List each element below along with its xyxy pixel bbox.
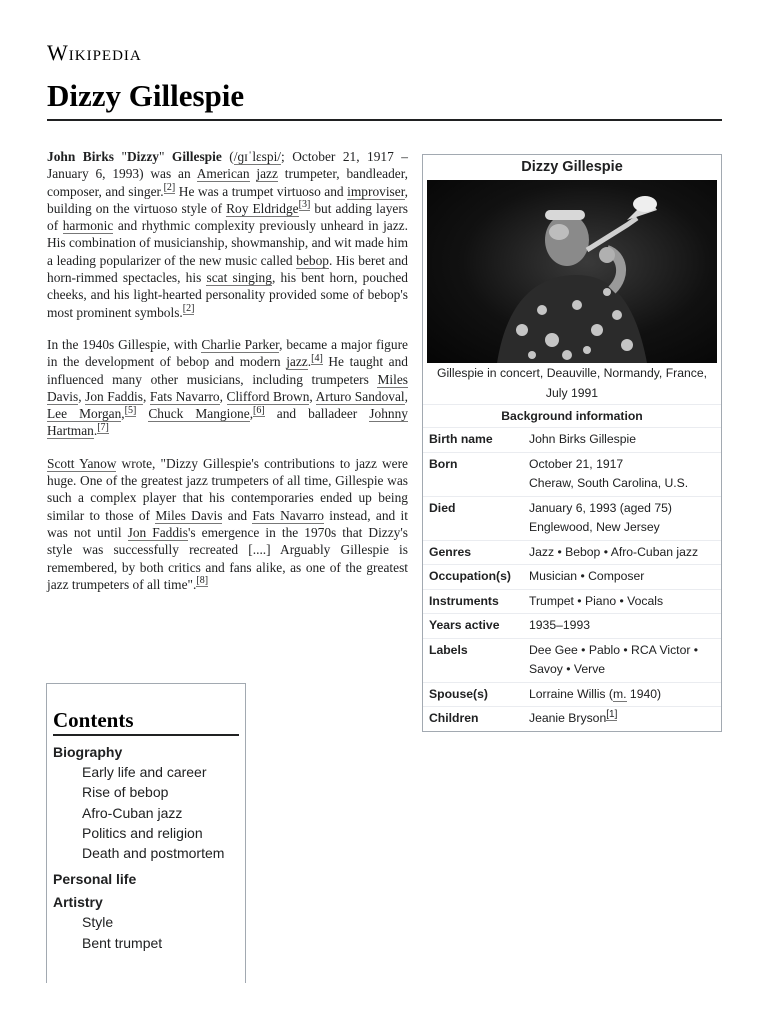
link-lee-morgan[interactable]: Lee Morgan <box>47 406 122 422</box>
toc-item-death-postmortem[interactable]: Death and postmortem <box>82 845 225 862</box>
article-body <box>47 148 408 608</box>
link-scat-singing[interactable]: scat singing <box>206 270 272 286</box>
reference-8[interactable]: [8] <box>196 575 209 587</box>
link-bebop[interactable]: bebop <box>296 252 330 268</box>
toc-item-style[interactable]: Style <box>82 914 114 931</box>
infobox-row-genres: Genres Jazz • Bebop • Afro-Cuban jazz <box>423 541 721 566</box>
photo-caption: Gillespie in concert, Deauville, Normandy, France, July 1991 <box>423 363 721 405</box>
paragraph-legacy: Scott Yanow wrote, "Dizzy Gillespie's contributions to jazz were huge. One of the greatest jazz trumpeters of all time, Gillespie was such a complex player that his contemporaries ended up being similar to those of Miles Davis and Fats Navarro instead, and it was not until Jon Faddis's emergence in the 1970s that Dizzy's style was successfully recreated [....] Arguably Gillespie is remembered, by both critics and fans alike, as one of the greatest jazz trumpeters of all time".[8] <box>47 455 409 592</box>
subject-name: John Birks <box>47 149 115 164</box>
infobox-title: Dizzy Gillespie <box>521 159 623 175</box>
toc-item-artistry[interactable]: Artistry <box>53 894 103 911</box>
toc-item-politics-religion[interactable]: Politics and religion <box>82 824 203 841</box>
married-abbr[interactable]: m. <box>612 686 627 701</box>
reference-1[interactable]: [1] <box>606 708 618 720</box>
toc-title: Contents <box>53 708 239 736</box>
link-charlie-parker[interactable]: Charlie Parker <box>201 336 280 352</box>
link-arturo-sandoval[interactable]: Arturo Sandoval <box>315 388 405 404</box>
reference-5[interactable]: [5] <box>124 404 137 416</box>
wikipedia-wordmark[interactable]: Wikipedia <box>47 40 142 65</box>
paragraph-influence: In the 1940s Gillespie, with Charlie Parker, became a major figure in the development of bebop and modern jazz.[4] He taught and influenced many other musicians, including trumpeters Miles Davis, Jon Faddis, Fats Navarro, Clifford Brown, Arturo Sandoval, Lee Morgan,[5] Chuck Mangione,[6] and balladeer Johnny Hartman.[7] <box>47 336 408 439</box>
lead-paragraph: John Birks "Dizzy" Gillespie (/ɡɪˈlɛspi/; October 21, 1917 – January 6, 1993) was an American jazz trumpeter, bandleader, composer, and singer.[2] He was a trumpet virtuoso and improviser, building on the virtuoso style of Roy Eldridge[3] but adding layers of harmonic and rhythmic complexity previously unheard in jazz. His combination of musicianship, showmanship, and wit made him a leading popularizer of the new music called bebop. His beret and horn-rimmed spectacles, his scat singing, his bent horn, pouched cheeks, and his light-hearted personality provided some of bebop's most prominent symbols.[2] <box>47 149 409 320</box>
reference-7[interactable]: [7] <box>97 421 109 433</box>
link-roy-eldridge[interactable]: Roy Eldridge <box>226 200 299 216</box>
reference-4[interactable]: [4] <box>311 352 323 364</box>
link-jon-faddis[interactable]: Jon Faddis <box>85 388 143 404</box>
reference-3[interactable]: [3] <box>298 199 311 211</box>
reference-2[interactable]: [2] <box>163 182 176 194</box>
link-harmonic[interactable]: harmonic <box>62 218 114 234</box>
table-of-contents <box>46 683 246 983</box>
infobox-row-labels: Labels Dee Gee • Pablo • RCA Victor • Savoy • Verve <box>423 639 721 683</box>
infobox-row-instruments: Instruments Trumpet • Piano • Vocals <box>423 590 721 615</box>
toc-item-biography[interactable]: Biography <box>53 744 123 760</box>
reference-2[interactable]: [2] <box>182 303 195 315</box>
link-chuck-mangione[interactable]: Chuck Mangione <box>148 406 250 422</box>
link-miles-davis[interactable]: Miles Davis <box>155 507 223 523</box>
toc-item-personal-life[interactable]: Personal life <box>53 871 137 888</box>
link-jazz[interactable]: jazz <box>286 354 308 370</box>
toc-item-bent-trumpet[interactable]: Bent trumpet <box>82 934 163 951</box>
link-johnny-hartman[interactable]: Johnny Hartman <box>47 406 408 439</box>
portrait-photo[interactable] <box>427 180 717 363</box>
ipa-pronunciation[interactable]: /ɡɪˈlɛspi/ <box>233 149 282 164</box>
infobox-row-occupations: Occupation(s) Musician • Composer <box>423 565 721 590</box>
infobox-section-header: Background information <box>423 405 721 428</box>
toc-item-early-life[interactable]: Early life and career <box>82 764 207 780</box>
infobox-row-died: Died January 6, 1993 (aged 75) Englewood, New Jersey <box>423 497 721 541</box>
infobox-row-spouse: Spouse(s) Lorraine Willis (m. 1940) <box>423 683 721 708</box>
link-jazz[interactable]: jazz <box>256 166 278 182</box>
link-clifford-brown[interactable]: Clifford Brown <box>226 388 310 404</box>
infobox-row-children: Children Jeanie Bryson[1] <box>429 708 618 725</box>
toc-item-afro-cuban-jazz[interactable]: Afro-Cuban jazz <box>82 804 183 821</box>
reference-6[interactable]: [6] <box>253 404 265 416</box>
link-jon-faddis[interactable]: Jon Faddis <box>127 524 188 540</box>
link-american[interactable]: American <box>196 166 250 182</box>
infobox-row-years-active: Years active 1935–1993 <box>423 614 721 639</box>
link-miles-davis[interactable]: Miles Davis <box>47 371 408 404</box>
toc-item-rise-of-bebop[interactable]: Rise of bebop <box>82 784 169 801</box>
trumpeter-photo-illustration <box>427 180 717 363</box>
page-title: Dizzy Gillespie <box>47 77 722 121</box>
link-fats-navarro[interactable]: Fats Navarro <box>149 388 220 404</box>
infobox-row-born: Born October 21, 1917 Cheraw, South Carolina, U.S. <box>423 453 721 497</box>
infobox-row-birth-name: Birth name John Birks Gillespie <box>423 428 721 453</box>
link-fats-navarro[interactable]: Fats Navarro <box>252 507 324 523</box>
link-improviser[interactable]: improviser <box>347 183 405 199</box>
infobox <box>422 154 722 732</box>
link-scott-yanow[interactable]: Scott Yanow <box>47 455 117 471</box>
